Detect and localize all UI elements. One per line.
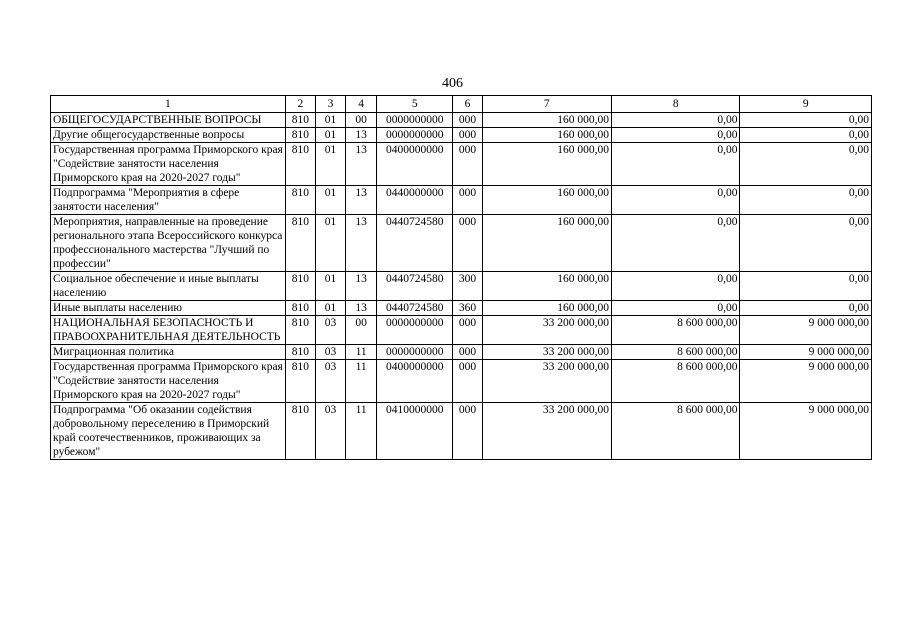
- subsection-code-cell: 13: [346, 272, 377, 301]
- row-name-cell: Другие общегосударственные вопросы: [51, 128, 286, 143]
- subsection-code-cell: 13: [346, 186, 377, 215]
- section-code-cell: 01: [315, 143, 345, 186]
- amount-col8-cell: 0,00: [612, 215, 740, 272]
- ministry-code-cell: 810: [285, 143, 315, 186]
- expense-type-cell: 000: [453, 143, 482, 186]
- amount-col8-cell: 8 600 000,00: [612, 316, 740, 345]
- amount-col8-cell: 8 600 000,00: [612, 345, 740, 360]
- subsection-code-cell: 11: [346, 403, 377, 460]
- row-name-cell: ОБЩЕГОСУДАРСТВЕННЫЕ ВОПРОСЫ: [51, 113, 286, 128]
- target-article-cell: 0410000000: [377, 403, 453, 460]
- expense-type-cell: 000: [453, 345, 482, 360]
- row-name-cell: Социальное обеспечение и иные выплаты населению: [51, 272, 286, 301]
- target-article-cell: 0000000000: [377, 345, 453, 360]
- amount-col7-cell: 33 200 000,00: [482, 345, 611, 360]
- amount-col7-cell: 160 000,00: [482, 186, 611, 215]
- table-row: [51, 345, 872, 360]
- amount-col8-cell: 0,00: [612, 272, 740, 301]
- amount-col7-cell: 160 000,00: [482, 113, 611, 128]
- ministry-code-cell: 810: [285, 345, 315, 360]
- target-article-cell: 0000000000: [377, 316, 453, 345]
- table-row: [51, 360, 872, 403]
- amount-col7-cell: 160 000,00: [482, 301, 611, 316]
- section-code-cell: 03: [315, 345, 345, 360]
- table-header-row: [51, 96, 872, 113]
- section-code-cell: 01: [315, 113, 345, 128]
- subsection-code-cell: 11: [346, 345, 377, 360]
- ministry-code-cell: 810: [285, 113, 315, 128]
- amount-col7-cell: 160 000,00: [482, 128, 611, 143]
- target-article-cell: 0400000000: [377, 143, 453, 186]
- ministry-code-cell: 810: [285, 360, 315, 403]
- subsection-code-cell: 11: [346, 360, 377, 403]
- amount-col9-cell: 9 000 000,00: [740, 345, 872, 360]
- amount-col9-cell: 0,00: [740, 143, 872, 186]
- subsection-code-cell: 13: [346, 301, 377, 316]
- expense-type-cell: 000: [453, 215, 482, 272]
- column-header-9: 9: [740, 96, 872, 113]
- section-code-cell: 03: [315, 360, 345, 403]
- amount-col9-cell: 0,00: [740, 128, 872, 143]
- table-row: [51, 301, 872, 316]
- column-header-2: 2: [285, 96, 315, 113]
- amount-col8-cell: 0,00: [612, 186, 740, 215]
- section-code-cell: 01: [315, 128, 345, 143]
- amount-col9-cell: 0,00: [740, 301, 872, 316]
- section-code-cell: 03: [315, 403, 345, 460]
- column-header-8: 8: [612, 96, 740, 113]
- budget-table: [50, 95, 872, 460]
- row-name-cell: Подпрограмма "Об оказании содействия добровольному переселению в Приморский край соотечественников, проживающих за рубежом": [51, 403, 286, 460]
- target-article-cell: 0000000000: [377, 113, 453, 128]
- target-article-cell: 0400000000: [377, 360, 453, 403]
- expense-type-cell: 000: [453, 186, 482, 215]
- subsection-code-cell: 13: [346, 128, 377, 143]
- subsection-code-cell: 00: [346, 316, 377, 345]
- amount-col9-cell: 0,00: [740, 272, 872, 301]
- expense-type-cell: 000: [453, 403, 482, 460]
- row-name-cell: Миграционная политика: [51, 345, 286, 360]
- row-name-cell: Государственная программа Приморского края "Содействие занятости населения Приморского края на 2020-2027 годы": [51, 360, 286, 403]
- amount-col7-cell: 160 000,00: [482, 143, 611, 186]
- amount-col7-cell: 33 200 000,00: [482, 403, 611, 460]
- amount-col9-cell: 9 000 000,00: [740, 316, 872, 345]
- expense-type-cell: 360: [453, 301, 482, 316]
- table-row: [51, 113, 872, 128]
- ministry-code-cell: 810: [285, 128, 315, 143]
- section-code-cell: 01: [315, 272, 345, 301]
- target-article-cell: 0000000000: [377, 128, 453, 143]
- ministry-code-cell: 810: [285, 403, 315, 460]
- subsection-code-cell: 13: [346, 143, 377, 186]
- row-name-cell: Мероприятия, направленные на проведение регионального этапа Всероссийского конкурса профессионального мастерства "Лучший по профессии": [51, 215, 286, 272]
- amount-col9-cell: 0,00: [740, 113, 872, 128]
- amount-col8-cell: 0,00: [612, 113, 740, 128]
- target-article-cell: 0440000000: [377, 186, 453, 215]
- column-header-6: 6: [453, 96, 482, 113]
- amount-col8-cell: 8 600 000,00: [612, 360, 740, 403]
- section-code-cell: 01: [315, 215, 345, 272]
- ministry-code-cell: 810: [285, 316, 315, 345]
- table-row: [51, 272, 872, 301]
- column-header-4: 4: [346, 96, 377, 113]
- amount-col8-cell: 0,00: [612, 301, 740, 316]
- table-row: [51, 186, 872, 215]
- target-article-cell: 0440724580: [377, 301, 453, 316]
- amount-col7-cell: 33 200 000,00: [482, 360, 611, 403]
- expense-type-cell: 300: [453, 272, 482, 301]
- row-name-cell: Иные выплаты населению: [51, 301, 286, 316]
- amount-col7-cell: 33 200 000,00: [482, 316, 611, 345]
- target-article-cell: 0440724580: [377, 215, 453, 272]
- amount-col9-cell: 0,00: [740, 186, 872, 215]
- expense-type-cell: 000: [453, 316, 482, 345]
- subsection-code-cell: 00: [346, 113, 377, 128]
- amount-col8-cell: 0,00: [612, 143, 740, 186]
- page-number: 406: [442, 76, 463, 91]
- section-code-cell: 01: [315, 186, 345, 215]
- row-name-cell: НАЦИОНАЛЬНАЯ БЕЗОПАСНОСТЬ И ПРАВООХРАНИТЕЛЬНАЯ ДЕЯТЕЛЬНОСТЬ: [51, 316, 286, 345]
- column-header-5: 5: [377, 96, 453, 113]
- amount-col9-cell: 0,00: [740, 215, 872, 272]
- section-code-cell: 03: [315, 316, 345, 345]
- ministry-code-cell: 810: [285, 272, 315, 301]
- ministry-code-cell: 810: [285, 301, 315, 316]
- amount-col8-cell: 0,00: [612, 128, 740, 143]
- amount-col7-cell: 160 000,00: [482, 215, 611, 272]
- amount-col9-cell: 9 000 000,00: [740, 403, 872, 460]
- expense-type-cell: 000: [453, 113, 482, 128]
- row-name-cell: Подпрограмма "Мероприятия в сфере занятости населения": [51, 186, 286, 215]
- subsection-code-cell: 13: [346, 215, 377, 272]
- ministry-code-cell: 810: [285, 186, 315, 215]
- table-row: [51, 403, 872, 460]
- amount-col7-cell: 160 000,00: [482, 272, 611, 301]
- section-code-cell: 01: [315, 301, 345, 316]
- row-name-cell: Государственная программа Приморского края "Содействие занятости населения Приморского края на 2020-2027 годы": [51, 143, 286, 186]
- table-row: [51, 143, 872, 186]
- target-article-cell: 0440724580: [377, 272, 453, 301]
- amount-col8-cell: 8 600 000,00: [612, 403, 740, 460]
- table-row: [51, 316, 872, 345]
- column-header-7: 7: [482, 96, 611, 113]
- table-row: [51, 215, 872, 272]
- table-row: [51, 128, 872, 143]
- expense-type-cell: 000: [453, 128, 482, 143]
- column-header-1: 1: [51, 96, 286, 113]
- ministry-code-cell: 810: [285, 215, 315, 272]
- amount-col9-cell: 9 000 000,00: [740, 360, 872, 403]
- column-header-3: 3: [315, 96, 345, 113]
- expense-type-cell: 000: [453, 360, 482, 403]
